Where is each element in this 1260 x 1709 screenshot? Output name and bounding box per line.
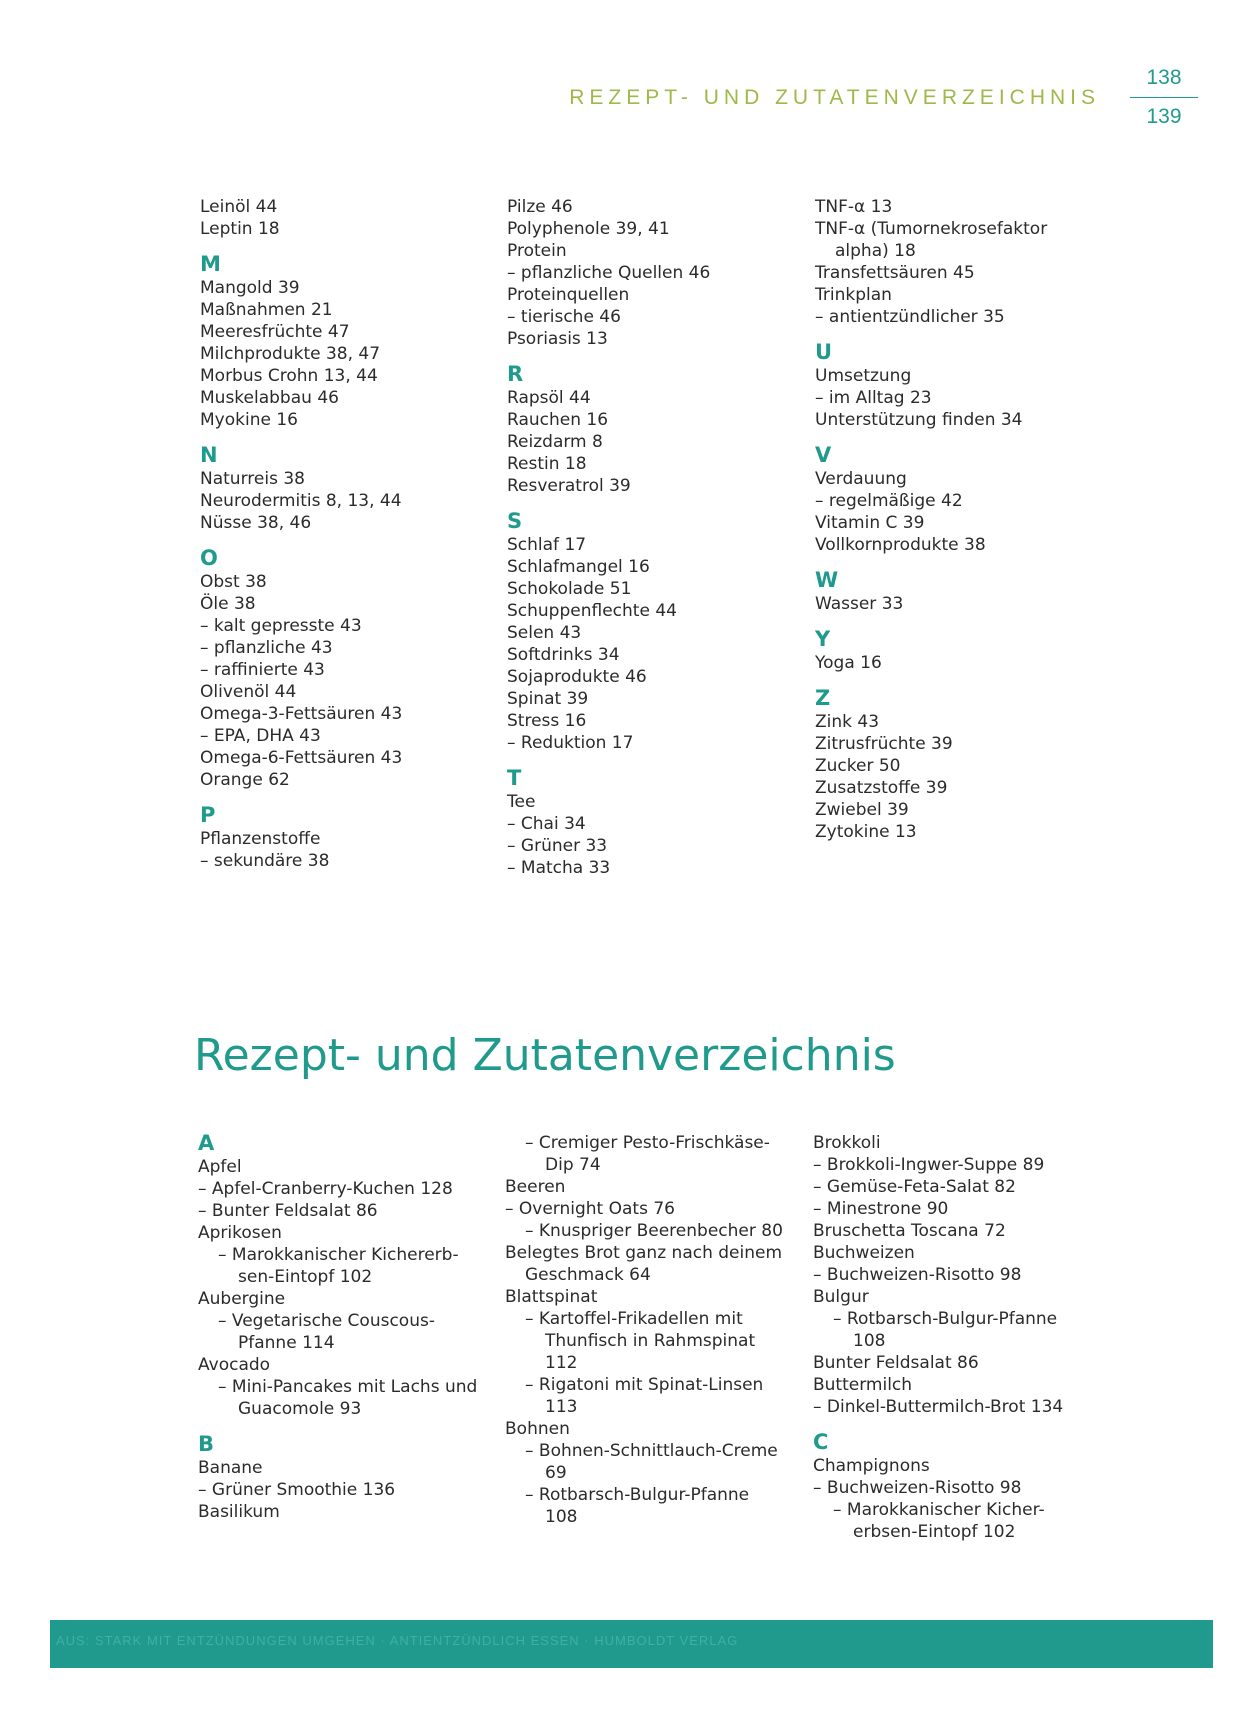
index-letter: N [200, 443, 218, 467]
index-subentry: – antientzündlicher 35 [815, 307, 1005, 327]
index-entry: Morbus Crohn 13, 44 [200, 366, 378, 386]
index-entry: Avocado [198, 1355, 271, 1375]
index-entry: Wasser 33 [815, 594, 904, 614]
index-entry: Unterstützung finden 34 [815, 410, 1023, 430]
index-bottom-column-2 [505, 1132, 785, 1528]
index-letter: Y [815, 627, 831, 651]
index-subentry: – regelmäßige 42 [815, 491, 963, 511]
index-subentry: – kalt gepresste 43 [200, 616, 362, 636]
index-entry: Umsetzung [815, 366, 912, 386]
index-entry: Polyphenole 39, 41 [507, 219, 670, 239]
index-letter: C [813, 1430, 829, 1454]
index-letter: R [507, 362, 524, 386]
index-entry: Psoriasis 13 [507, 329, 608, 349]
index-entry: Myokine 16 [200, 410, 298, 430]
index-subentry: – Minestrone 90 [813, 1199, 949, 1219]
index-entry: Pflanzenstoffe [200, 829, 321, 849]
index-entry: Apfel [198, 1157, 242, 1177]
index-letter: A [198, 1131, 215, 1155]
index-top-column-1 [200, 196, 480, 872]
index-subentry: – Knuspriger Beerenbecher 80 [525, 1221, 783, 1241]
index-entry: Zwiebel 39 [815, 800, 909, 820]
index-entry: Tee [507, 792, 536, 812]
index-subentry: – pflanzliche 43 [200, 638, 333, 658]
index-subentry: – Buchweizen-Risotto 98 [813, 1265, 1022, 1285]
index-subentry: – Vegetarische Couscous-Pfanne 114 [218, 1311, 435, 1353]
index-bottom-column-1 [198, 1132, 478, 1523]
index-entry: Schuppenflechte 44 [507, 601, 677, 621]
index-subentry: – Dinkel-Buttermilch-Brot 134 [813, 1397, 1064, 1417]
running-head: REZEPT- UND ZUTATENVERZEICHNIS [569, 86, 1100, 109]
section-title: Rezept- und Zutatenverzeichnis [194, 1030, 896, 1081]
index-entry: Leinöl 44 [200, 197, 278, 217]
index-entry: Verdauung [815, 469, 907, 489]
index-entry: Mangold 39 [200, 278, 300, 298]
index-subentry: – Rotbarsch-Bulgur-Pfanne 108 [525, 1485, 750, 1527]
index-letter: S [507, 509, 523, 533]
page-number-left: 138 [1146, 66, 1182, 89]
index-subentry: – Chai 34 [507, 814, 586, 834]
index-subentry: – Bohnen-Schnittlauch-Creme 69 [525, 1441, 778, 1483]
index-entry: Beeren [505, 1177, 566, 1197]
index-entry: Pilze 46 [507, 197, 573, 217]
index-entry: Selen 43 [507, 623, 582, 643]
index-letter: M [200, 252, 221, 276]
index-entry: Bulgur [813, 1287, 869, 1307]
index-entry: Nüsse 38, 46 [200, 513, 312, 533]
index-entry: Schlafmangel 16 [507, 557, 650, 577]
index-subentry: – Bunter Feldsalat 86 [198, 1201, 378, 1221]
index-entry: Omega-6-Fettsäuren 43 [200, 748, 403, 768]
index-subentry: – Mini-Pancakes mit Lachs und Guacomole 93 [218, 1377, 478, 1419]
index-letter: V [815, 443, 832, 467]
index-entry: Brokkoli [813, 1133, 881, 1153]
index-entry: Belegtes Brot ganz nach deinem Geschmack 64 [505, 1243, 783, 1285]
index-letter: O [200, 546, 218, 570]
index-letter: T [507, 766, 522, 790]
index-subentry: – Marokkanischer Kicher-erbsen-Eintopf 102 [833, 1500, 1045, 1542]
index-entry: Vitamin C 39 [815, 513, 925, 533]
index-subentry: – pflanzliche Quellen 46 [507, 263, 711, 283]
index-entry: Rapsöl 44 [507, 388, 591, 408]
index-entry: Rauchen 16 [507, 410, 609, 430]
index-entry: Zitrusfrüchte 39 [815, 734, 953, 754]
index-subentry: – Cremiger Pesto-Frischkäse-Dip 74 [525, 1133, 770, 1175]
index-entry: Milchprodukte 38, 47 [200, 344, 381, 364]
index-entry: Vollkornprodukte 38 [815, 535, 986, 555]
index-entry: TNF-α 13 [815, 197, 893, 217]
index-subentry: – Matcha 33 [507, 858, 611, 878]
index-entry: Buttermilch [813, 1375, 913, 1395]
index-subentry: – Marokkanischer Kichererb-sen-Eintopf 102 [218, 1245, 459, 1287]
index-entry: Omega-3-Fettsäuren 43 [200, 704, 403, 724]
page-number-right: 139 [1146, 105, 1182, 128]
index-entry: Meeresfrüchte 47 [200, 322, 350, 342]
index-subentry: – Overnight Oats 76 [505, 1199, 675, 1219]
index-entry: Zink 43 [815, 712, 880, 732]
index-subentry: – tierische 46 [507, 307, 621, 327]
index-entry: Naturreis 38 [200, 469, 305, 489]
index-subentry: – Rigatoni mit Spinat-Linsen 113 [525, 1375, 764, 1417]
index-entry: Zusatzstoffe 39 [815, 778, 948, 798]
index-entry: Transfettsäuren 45 [815, 263, 975, 283]
index-entry: Bohnen [505, 1419, 570, 1439]
index-letter: Z [815, 686, 831, 710]
index-entry: Trinkplan [815, 285, 892, 305]
page-number-divider [1130, 97, 1198, 98]
index-top [200, 196, 1100, 896]
index-subentry: – Grüner Smoothie 136 [198, 1480, 396, 1500]
index-entry: Maßnahmen 21 [200, 300, 333, 320]
index-entry: Softdrinks 34 [507, 645, 620, 665]
index-entry: Bruschetta Toscana 72 [813, 1221, 1006, 1241]
index-subentry: – im Alltag 23 [815, 388, 932, 408]
index-entry: Aprikosen [198, 1223, 282, 1243]
index-entry: Sojaprodukte 46 [507, 667, 647, 687]
index-subentry: – Grüner 33 [507, 836, 608, 856]
index-entry: Buchweizen [813, 1243, 915, 1263]
index-subentry: – Brokkoli-Ingwer-Suppe 89 [813, 1155, 1045, 1175]
index-subentry: – raffinierte 43 [200, 660, 325, 680]
index-letter: W [815, 568, 839, 592]
index-entry: Schlaf 17 [507, 535, 587, 555]
index-entry: Protein [507, 241, 567, 261]
index-subentry: – Buchweizen-Risotto 98 [813, 1478, 1022, 1498]
index-entry: Yoga 16 [815, 653, 882, 673]
index-subentry: – Reduktion 17 [507, 733, 634, 753]
index-subentry: – Kartoffel-Frikadellen mit Thunfisch in Rahmspinat 112 [525, 1309, 756, 1373]
index-entry: Schokolade 51 [507, 579, 632, 599]
index-bottom [198, 1132, 1098, 1592]
index-top-column-3 [815, 196, 1095, 843]
index-entry: Basilikum [198, 1502, 280, 1522]
index-subentry: – sekundäre 38 [200, 851, 330, 871]
footer-band [50, 1620, 1213, 1668]
index-entry: Obst 38 [200, 572, 267, 592]
index-letter: B [198, 1432, 215, 1456]
index-entry: Neurodermitis 8, 13, 44 [200, 491, 402, 511]
index-entry: TNF-α (Tumornekrosefaktor alpha) 18 [815, 219, 1048, 261]
index-entry: Muskelabbau 46 [200, 388, 339, 408]
index-entry: Champignons [813, 1456, 930, 1476]
index-entry: Spinat 39 [507, 689, 589, 709]
index-entry: Aubergine [198, 1289, 286, 1309]
index-entry: Proteinquellen [507, 285, 630, 305]
index-entry: Reizdarm 8 [507, 432, 603, 452]
index-entry: Banane [198, 1458, 263, 1478]
index-entry: Bunter Feldsalat 86 [813, 1353, 979, 1373]
index-entry: Zucker 50 [815, 756, 901, 776]
index-subentry: – EPA, DHA 43 [200, 726, 321, 746]
index-letter: P [200, 803, 216, 827]
index-bottom-column-3 [813, 1132, 1093, 1543]
index-entry: Resveratrol 39 [507, 476, 631, 496]
index-subentry: – Apfel-Cranberry-Kuchen 128 [198, 1179, 453, 1199]
index-top-column-2 [507, 196, 787, 879]
index-entry: Öle 38 [200, 594, 256, 614]
index-subentry: – Rotbarsch-Bulgur-Pfanne 108 [833, 1309, 1058, 1351]
index-entry: Stress 16 [507, 711, 587, 731]
index-subentry: – Gemüse-Feta-Salat 82 [813, 1177, 1016, 1197]
page-numbers [1130, 66, 1198, 129]
index-entry: Orange 62 [200, 770, 290, 790]
footer-text: AUS: STARK MIT ENTZÜNDUNGEN UMGEHEN · ANTIENTZÜNDLICH ESSEN · HUMBOLDT VERLAG [56, 1633, 739, 1648]
index-entry: Leptin 18 [200, 219, 280, 239]
index-entry: Restin 18 [507, 454, 587, 474]
index-entry: Olivenöl 44 [200, 682, 297, 702]
index-letter: U [815, 340, 833, 364]
index-entry: Blattspinat [505, 1287, 598, 1307]
index-entry: Zytokine 13 [815, 822, 917, 842]
